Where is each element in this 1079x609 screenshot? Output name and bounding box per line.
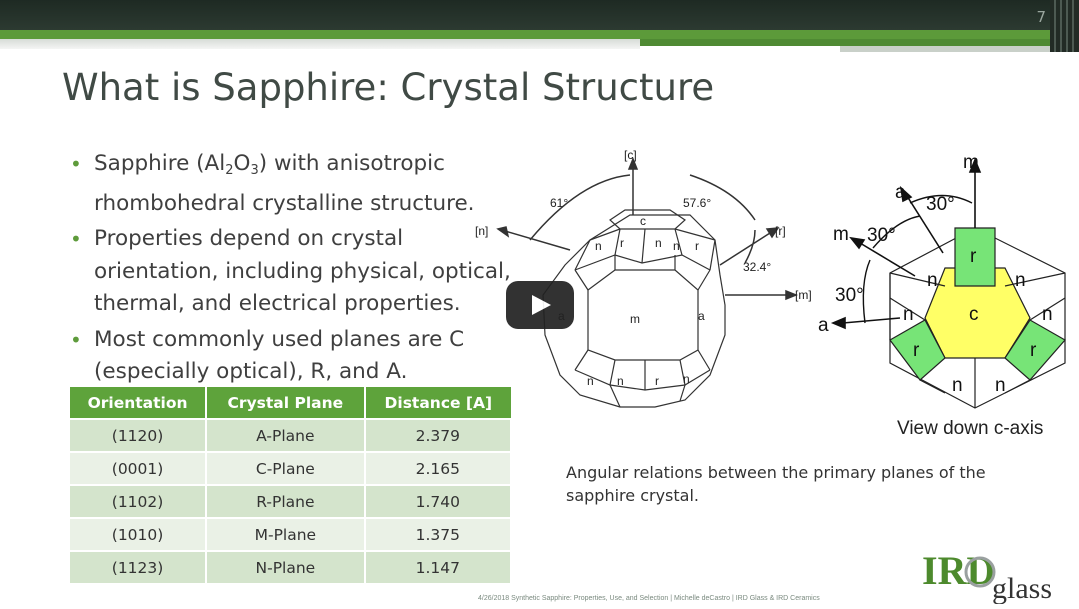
table-cell: (1123): [70, 551, 206, 583]
face-r-label: r: [620, 236, 624, 250]
table-row: [70, 452, 511, 485]
table-cell: 2.165: [365, 452, 511, 485]
face-a-label: a: [698, 309, 705, 323]
banner-grey-stripe: [0, 39, 640, 49]
table-row: [70, 551, 511, 583]
right-angle-30-top: 30°: [926, 194, 955, 215]
table-cell: A-Plane: [206, 419, 365, 452]
banner-right-block: [1050, 0, 1079, 52]
bullet-common-planes: • Most commonly used planes are C (especially optical), R, and A.: [70, 324, 520, 389]
logo-ird-text: IRD: [922, 548, 996, 593]
table-cell: R-Plane: [206, 485, 365, 518]
table-cell: (0001): [70, 452, 206, 485]
table-cell: 1.147: [365, 551, 511, 583]
table-cell: 1.375: [365, 518, 511, 551]
right-axis-a-top: a: [895, 182, 906, 203]
table-cell: 2.379: [365, 419, 511, 452]
angle-61-label: 61°: [550, 196, 569, 210]
bullet-properties: • Properties depend on crystal orientation, including physical, optical, thermal, and electrical properties.: [70, 223, 520, 321]
right-axis-m-top: m: [963, 152, 979, 173]
face-n-label: n: [655, 236, 662, 250]
face-n-label: n: [617, 374, 624, 388]
banner-green-stripe-lower: [640, 39, 1050, 46]
right-face-n: n: [903, 304, 914, 325]
table-cell: M-Plane: [206, 518, 365, 551]
slide-footer: 4/26/2018 Synthetic Sapphire: Properties, Use, and Selection | Michelle deCastro | IRD Glass & IRD Ceramics: [478, 595, 820, 602]
face-m-label: m: [630, 312, 640, 326]
right-angle-30-mid: 30°: [867, 225, 896, 246]
slide-number: 7: [1036, 8, 1046, 26]
figure-caption: Angular relations between the primary planes of the sapphire crystal.: [566, 463, 986, 505]
play-video-button[interactable]: [506, 281, 574, 329]
face-n-label: n: [587, 374, 594, 388]
table-cell: C-Plane: [206, 452, 365, 485]
top-banner: [0, 0, 1079, 30]
right-face-n: n: [927, 270, 938, 291]
axis-n-label: [n]: [475, 224, 489, 238]
axis-c-label: [c]: [624, 148, 637, 162]
right-face-r: r: [970, 246, 977, 267]
view-down-c-axis-label: View down c-axis: [897, 418, 1044, 439]
right-face-c: c: [969, 304, 979, 325]
table-cell: (1120): [70, 419, 206, 452]
face-n-label: n: [595, 239, 602, 253]
table-row: [70, 518, 511, 551]
face-n-label: n: [673, 239, 680, 253]
right-axis-m-left: m: [833, 224, 849, 245]
face-r-label: r: [695, 239, 699, 253]
table-header: Crystal Plane: [206, 387, 365, 419]
table-header: Distance [A]: [365, 387, 511, 419]
right-face-n: n: [952, 375, 963, 396]
banner-grey-stripe-lower: [840, 46, 1050, 52]
table-header: Orientation: [70, 387, 206, 419]
table-row: [70, 419, 511, 452]
plane-distance-table: [70, 387, 512, 583]
right-face-n: n: [1042, 304, 1053, 325]
bullet-list: [70, 148, 520, 392]
c-axis-view-diagram: [815, 148, 1075, 418]
right-face-n: n: [995, 375, 1006, 396]
angle-576-label: 57.6°: [683, 196, 712, 210]
ird-glass-logo: [922, 548, 1070, 604]
right-face-r: r: [1030, 340, 1037, 361]
table-header-row: [70, 387, 511, 419]
table-row: [70, 485, 511, 518]
table-cell: (1102): [70, 485, 206, 518]
table-cell: (1010): [70, 518, 206, 551]
right-face-r: r: [913, 340, 920, 361]
right-face-n: n: [1015, 270, 1026, 291]
right-angle-30-left: 30°: [835, 285, 864, 306]
angle-324-label: 32.4°: [743, 260, 772, 274]
banner-green-stripe: [0, 30, 1050, 39]
logo-glass-text: glass: [992, 572, 1052, 604]
axis-r-label: [r]: [775, 224, 786, 238]
axis-m-label: [m]: [795, 288, 812, 302]
table-cell: 1.740: [365, 485, 511, 518]
bullet-sapphire-structure: • Sapphire $(Al_2O_3)$ with anisotropic rhombohedral crystalline structure.: [70, 148, 520, 220]
face-n-label: n: [683, 372, 690, 386]
face-r-label: r: [655, 374, 659, 388]
slide-title: What is Sapphire: Crystal Structure: [62, 66, 715, 109]
table-cell: N-Plane: [206, 551, 365, 583]
right-axis-a-left: a: [818, 315, 829, 336]
face-c-label: c: [640, 214, 646, 228]
